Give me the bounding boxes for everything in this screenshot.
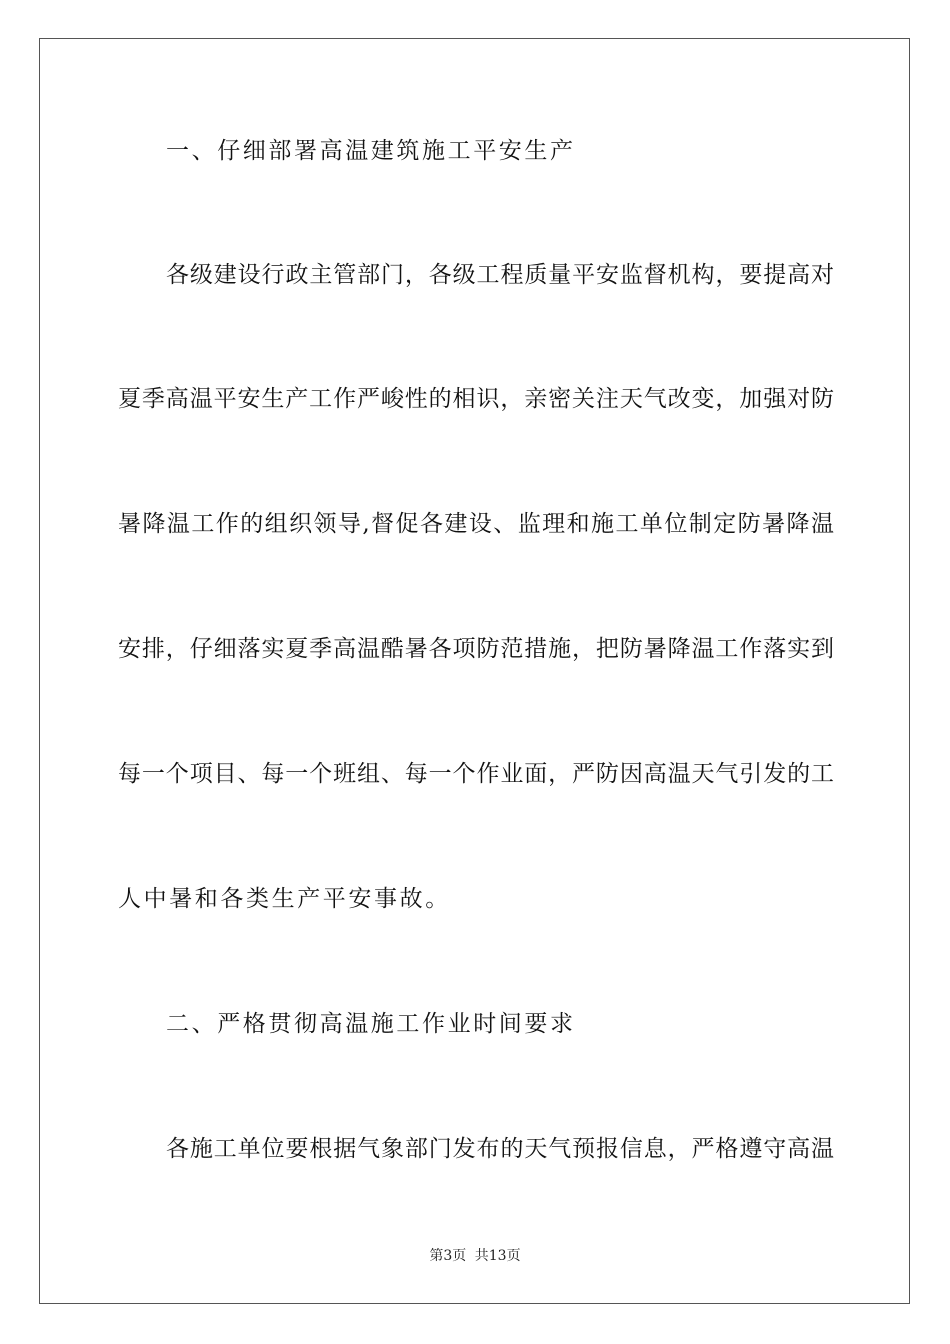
paragraph-line: 夏季高温平安生产工作严峻性的相识，亲密关注天气改变，加强对防 bbox=[118, 386, 834, 412]
page-total: 共13页 bbox=[474, 1248, 521, 1264]
page-number: 第3页 bbox=[429, 1248, 467, 1264]
paragraph-line: 各施工单位要根据气象部门发布的天气预报信息，严格遵守高温 bbox=[166, 1136, 834, 1162]
paragraph-line: 人中暑和各类生产平安事故。 bbox=[118, 886, 451, 912]
section-heading-1: 一、仔细部署高温建筑施工平安生产 bbox=[166, 138, 576, 164]
paragraph-line: 各级建设行政主管部门，各级工程质量平安监督机构，要提高对 bbox=[166, 262, 834, 288]
section-heading-2: 二、严格贯彻高温施工作业时间要求 bbox=[166, 1011, 576, 1037]
paragraph-line: 安排，仔细落实夏季高温酷暑各项防范措施，把防暑降温工作落实到 bbox=[118, 636, 834, 662]
page-footer bbox=[0, 1247, 950, 1265]
page-border bbox=[39, 38, 910, 1304]
paragraph-line: 暑降温工作的组织领导,督促各建设、监理和施工单位制定防暑降温 bbox=[118, 511, 834, 537]
paragraph-line: 每一个项目、每一个班组、每一个作业面，严防因高温天气引发的工 bbox=[118, 761, 834, 787]
